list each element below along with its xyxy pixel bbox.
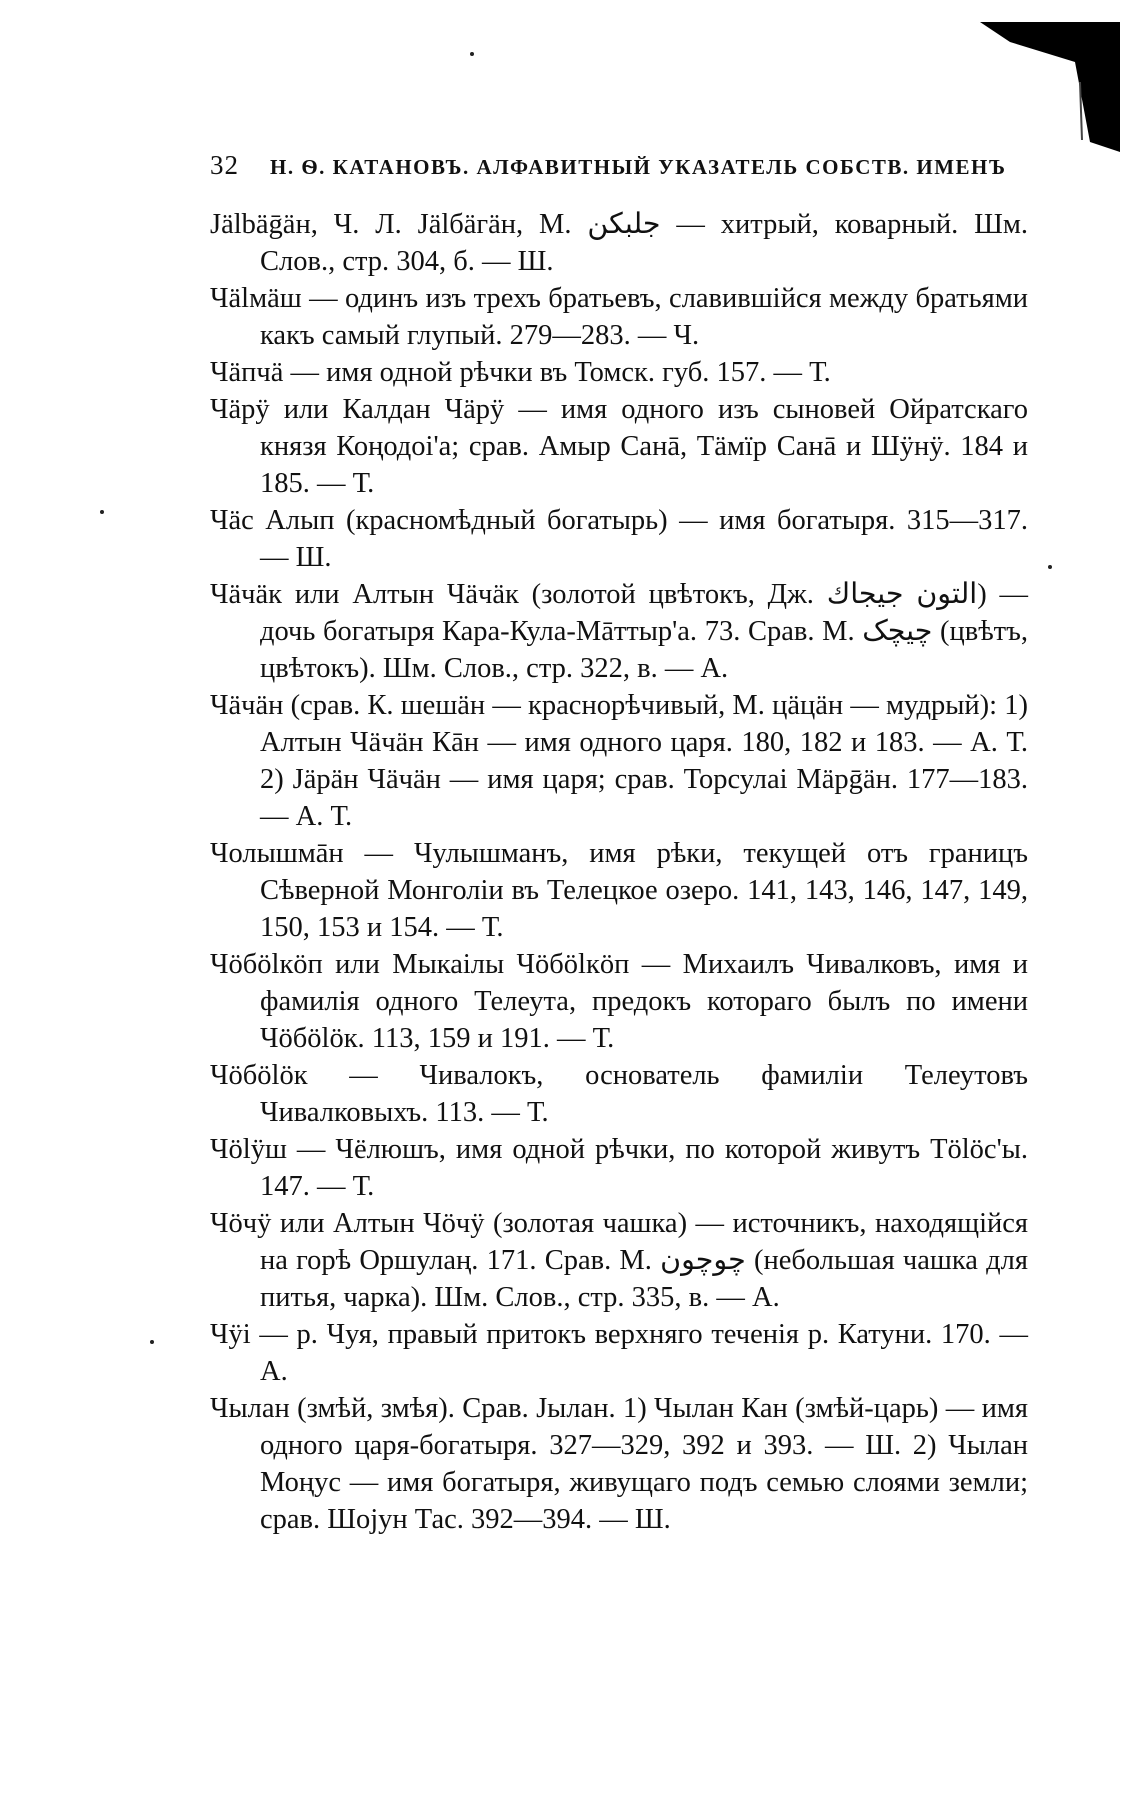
entry-jalbagan: Jälbäḡäн, Ч. Л. Jälбäгäн, М. جلبکن — хитрый, коварный. Шм. Слов., стр. 304, б. — Ш.	[210, 209, 1028, 277]
scan-speck	[150, 1340, 154, 1344]
entry-chachak: Чäчäк или Алтын Чäчäк (золотой цвѣтокъ, Дж. التون جیجاك) — дочь богатыря Кара-Кула-Мāттыр'а. 73. Срав. М. چیچک (цвѣтъ, цвѣтокъ). Шм. Слов., стр. 322, в. — А.	[210, 579, 1028, 684]
page-header	[210, 150, 1030, 181]
entry-charu: Чäрÿ или Калдан Чäрÿ — имя одного изъ сыновей Ойратскаго князя Коңодоі'а; срав. Амыр Санā, Тäмïр Санā и Шÿнÿ. 184 и 185. — Т.	[210, 394, 1028, 499]
entry-chobolkop: Чöбölкöп или Мыкаілы Чöбölкöп — Михаилъ Чивалковъ, имя и фамилія одного Телеута, предокъ котораго былъ по имени Чöбölöк. 113, 159 и 191. — Т.	[210, 949, 1028, 1054]
entry-chochu: Чöчÿ или Алтын Чöчÿ (золотая чашка) — источникъ, находящійся на горѣ Оршулаң. 171. Срав. М. چوچون (небольшая чашка для питья, чарка). Шм. Слов., стр. 335, в. — А.	[210, 1208, 1028, 1313]
entry-cholyshman: Чолышмāн — Чулышманъ, имя рѣки, текущей отъ границъ Сѣверной Монголіи въ Телецкое озеро. 141, 143, 146, 147, 149, 150, 153 и 154. — Т.	[210, 838, 1028, 943]
entry-chalmash: Чälмäш — одинъ изъ трехъ братьевъ, славившійся между братьями какъ самый глупый. 279—283. — Ч.	[210, 283, 1028, 351]
dictionary-entries	[210, 206, 1028, 1538]
entry-chylan: Чылан (змѣй, змѣя). Срав. Jылан. 1) Чылан Кан (змѣй-царь) — имя одного царя-богатыря. 327—329, 392 и 393. — Ш. 2) Чылан Моңус — имя богатыря, живущаго подъ семью слоями земли; срав. Шојун Тас. 392—394. — Ш.	[210, 1393, 1028, 1535]
scan-corner-mark	[980, 22, 1120, 152]
scan-speck	[470, 52, 474, 56]
entry-chapcha: Чäпчä — имя одной рѣчки въ Томск. губ. 157. — Т.	[210, 357, 831, 388]
page-number: 32	[210, 150, 239, 180]
scan-speck	[1048, 565, 1052, 569]
entry-chas-alyp: Чäс Алып (красномѣдный богатырь) — имя богатыря. 315—317. — Ш.	[210, 505, 1028, 573]
entry-chui: Чÿі — р. Чуя, правый притокъ верхняго теченія р. Катуни. 170. — А.	[210, 1319, 1028, 1387]
scan-speck	[100, 510, 104, 514]
entry-cholush: Чölÿш — Чёлюшъ, имя одной рѣчки, по которой живутъ Tölöc'ы. 147. — Т.	[210, 1134, 1028, 1202]
running-title: Н. Ѳ. КАТАНОВЪ. АЛФАВИТНЫЙ УКАЗАТЕЛЬ СОБСТВ. ИМЕНЪ	[270, 155, 1007, 179]
entry-chobolok: Чöбölöк — Чивалокъ, основатель фамиліи Телеутовъ Чивалковыхъ. 113. — Т.	[210, 1060, 1028, 1128]
entry-chachan: Чäчäн (срав. К. шешäн — краснорѣчивый, М. цäцäн — мудрый): 1) Алтын Чäчäн Кāн — имя одного царя. 180, 182 и 183. — А. Т. 2) Jäрäн Чäчäн — имя царя; срав. Торсулаі Мäрḡäн. 177—183. — А. Т.	[210, 690, 1028, 832]
